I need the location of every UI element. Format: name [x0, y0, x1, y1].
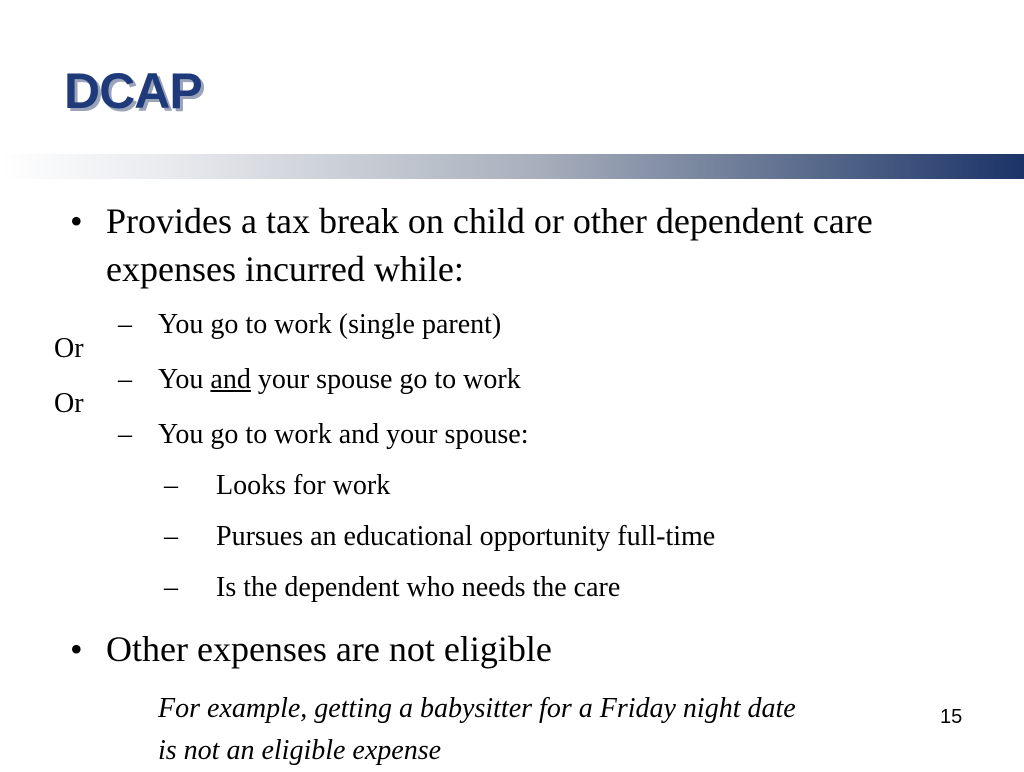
example-line-2: is not an eligible expense	[158, 735, 442, 766]
sub-marker: –	[118, 419, 132, 450]
subitem-single-parent	[118, 309, 502, 340]
subsubitem-education	[164, 521, 716, 552]
subsub-marker: –	[164, 572, 178, 603]
example-note	[158, 688, 958, 772]
bullet-marker: •	[70, 629, 83, 669]
subitem-both-work	[118, 364, 521, 395]
bullet-1	[70, 201, 873, 241]
subitem-text-underlined: and	[210, 364, 251, 395]
bullet-1-line-1: Provides a tax break on child or other dependent care	[106, 201, 873, 241]
subsub-marker: –	[164, 470, 178, 501]
subsubitem-text: Pursues an educational opportunity full-time	[216, 521, 716, 552]
bullet-1-line-2: expenses incurred while:	[106, 249, 464, 289]
page-number: 15	[940, 706, 963, 728]
or-label: Or	[54, 388, 84, 419]
subsubitem-looks-for-work	[164, 470, 391, 501]
subsubitem-text: Is the dependent who needs the care	[216, 572, 621, 603]
subsubitem-dependent	[164, 572, 621, 603]
subitem-text: You go to work (single parent)	[158, 309, 502, 340]
or-label: Or	[54, 333, 84, 364]
subsub-marker: –	[164, 521, 178, 552]
subitem-text-pre: You	[158, 364, 211, 395]
slide-title: DCAP	[64, 63, 202, 119]
sub-marker: –	[118, 364, 132, 395]
bullet-marker: •	[70, 201, 83, 241]
example-line-1: For example, getting a babysitter for a Friday night date	[158, 693, 796, 724]
bullet-1-continuation	[106, 251, 464, 287]
subitem-spouse	[118, 419, 529, 450]
subitem-text-post: your spouse go to work	[250, 364, 521, 395]
subitem-text: You go to work and your spouse:	[158, 419, 529, 450]
bullet-2-text: Other expenses are not eligible	[106, 629, 552, 669]
bullet-2	[70, 629, 552, 669]
sub-marker: –	[118, 309, 132, 340]
subsubitem-text: Looks for work	[216, 470, 391, 501]
title-gradient-bar	[0, 154, 1024, 179]
